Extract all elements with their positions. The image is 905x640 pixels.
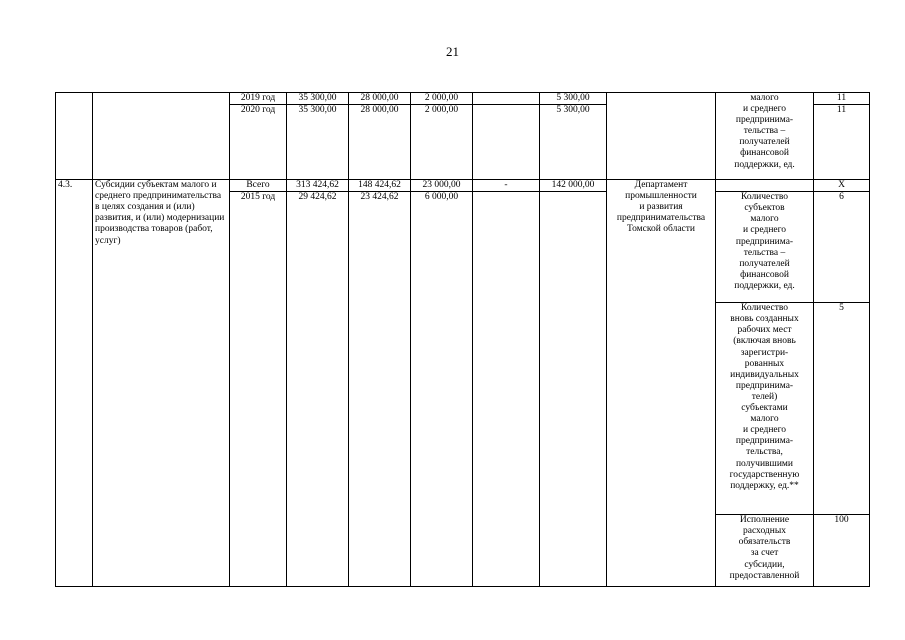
indicator-cell: Количество вновь созданных рабочих мест (включая вновь зарегистри- рованных индивидуальных предпринима- телей) субъектами малого и среднего предпринима- тельства, получившими государственную поддержку, ед.**: [716, 303, 814, 515]
indicator-cell: Исполнение расходных обязательств за счет субсидии, предоставленной: [716, 515, 814, 587]
regional-cell: 2 000,00: [411, 105, 473, 180]
local-cell: [473, 93, 540, 105]
executor-cell: [607, 93, 716, 180]
other-cell: 5 300,00: [540, 93, 607, 105]
other-cell: 5 300,00: [540, 105, 607, 180]
regional-cell: 6 000,00: [411, 192, 473, 587]
year-cell: 2020 год: [230, 105, 287, 180]
section-name: Субсидии субъектам малого и среднего предпринимательства в целях создания и (или) развития, и (или) модернизации производства товаров (работ, услуг): [93, 180, 230, 587]
regional-cell: 23 000,00: [411, 180, 473, 192]
total-cell: 29 424,62: [287, 192, 349, 587]
indicator-cell: [716, 180, 814, 192]
indicator-value: 11: [814, 93, 870, 105]
indicator-value: 5: [814, 303, 870, 515]
year-cell: 2019 год: [230, 93, 287, 105]
indicator-value: X: [814, 180, 870, 192]
total-cell: 313 424,62: [287, 180, 349, 192]
table-row: [56, 180, 870, 192]
indicator-cell: Количество субъектов малого и среднего предпринима- тельства – получателей финансовой поддержки, ед.: [716, 192, 814, 303]
other-cell: [540, 192, 607, 587]
federal-cell: 148 424,62: [349, 180, 411, 192]
section-number: 4.3.: [56, 180, 93, 587]
indicator-value: 6: [814, 192, 870, 303]
name-cell: [93, 93, 230, 180]
table-row: [56, 93, 870, 105]
federal-cell: 23 424,62: [349, 192, 411, 587]
regional-cell: 2 000,00: [411, 93, 473, 105]
federal-cell: 28 000,00: [349, 105, 411, 180]
other-cell: 142 000,00: [540, 180, 607, 192]
page-number: 21: [446, 44, 459, 59]
year-cell: 2015 год: [230, 192, 287, 587]
executor-cell: Департамент промышленности и развития предпринимательства Томской области: [607, 180, 716, 587]
indicator-cell: малого и среднего предпринима- тельства – получателей финансовой поддержки, ед.: [716, 93, 814, 180]
number-cell: [56, 93, 93, 180]
federal-cell: 28 000,00: [349, 93, 411, 105]
local-cell: [473, 192, 540, 587]
total-cell: 35 300,00: [287, 105, 349, 180]
indicator-value: 100: [814, 515, 870, 587]
program-table: [55, 92, 870, 587]
indicator-value: 11: [814, 105, 870, 180]
total-cell: 35 300,00: [287, 93, 349, 105]
year-cell: Всего: [230, 180, 287, 192]
local-cell: -: [473, 180, 540, 192]
local-cell: [473, 105, 540, 180]
